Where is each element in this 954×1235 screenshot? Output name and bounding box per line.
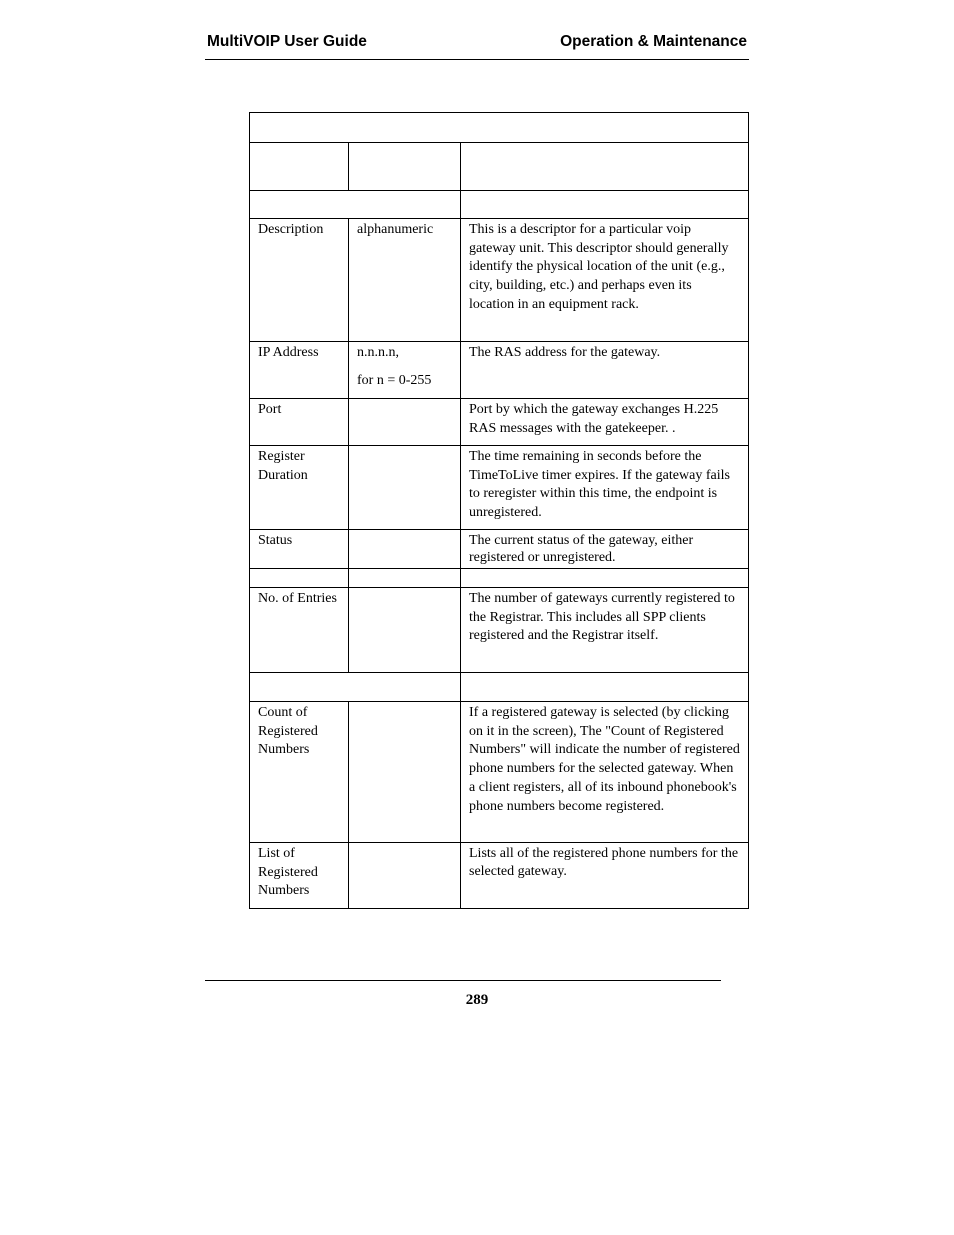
field-name: No. of Entries: [250, 588, 349, 673]
table-row: [250, 399, 749, 446]
field-values: [349, 342, 461, 399]
header-cell-description: [461, 143, 749, 191]
field-values: [349, 399, 461, 446]
section-cell-blank: [461, 673, 749, 702]
field-description: The current status of the gateway, either registered or unregistered.: [461, 530, 749, 569]
section-row: [250, 191, 749, 219]
parameter-table: [249, 112, 749, 909]
table-title-cell: [250, 113, 749, 143]
field-values: alphanumeric: [349, 219, 461, 342]
field-value-range: for n = 0-255: [357, 372, 432, 388]
field-name: Port: [250, 399, 349, 446]
table-row: [250, 588, 749, 673]
header-section-title: Operation & Maintenance: [560, 33, 747, 50]
field-description: This is a descriptor for a particular voip gateway unit. This descriptor should generally identify the physical location of the unit (e.g., city, building, etc.) and perhaps even its location in an equipment rack.: [461, 219, 749, 342]
spacer-row: [250, 569, 749, 588]
header-cell-field: [250, 143, 349, 191]
field-value-format: n.n.n.n,: [357, 345, 399, 360]
field-name: Count of Registered Numbers: [250, 702, 349, 843]
table-row: [250, 702, 749, 843]
field-description: The RAS address for the gateway.: [461, 342, 749, 399]
field-description: The time remaining in seconds before the TimeToLive timer expires. If the gateway fails to reregister within this time, the endpoint is unregistered.: [461, 446, 749, 530]
header-cell-values: [349, 143, 461, 191]
footer-rule: [205, 980, 721, 981]
field-description: The number of gateways currently registered to the Registrar. This includes all SPP clients registered and the Registrar itself.: [461, 588, 749, 673]
field-name: Register Duration: [250, 446, 349, 530]
section-cell: [250, 191, 461, 219]
section-row: [250, 673, 749, 702]
field-name: Description: [250, 219, 349, 342]
header-guide-title: MultiVOIP User Guide: [207, 33, 367, 50]
field-values: [349, 530, 461, 569]
table-header-row: [250, 143, 749, 191]
table-row: [250, 219, 749, 342]
field-values: [349, 843, 461, 909]
spacer-cell: [349, 569, 461, 588]
section-cell-blank: [461, 191, 749, 219]
table-row: [250, 530, 749, 569]
field-values: [349, 446, 461, 530]
table-row: [250, 446, 749, 530]
section-cell: [250, 673, 461, 702]
spacer-cell: [250, 569, 349, 588]
table-title-row: [250, 113, 749, 143]
field-values: [349, 702, 461, 843]
table-row: [250, 342, 749, 399]
page-number: 289: [465, 992, 489, 1008]
table-row: [250, 843, 749, 909]
field-name: IP Address: [250, 342, 349, 399]
field-description: Lists all of the registered phone numbers for the selected gateway.: [461, 843, 749, 909]
field-name: Status: [250, 530, 349, 569]
spacer-cell: [461, 569, 749, 588]
field-values: [349, 588, 461, 673]
field-description: Port by which the gateway exchanges H.225 RAS messages with the gatekeeper. .: [461, 399, 749, 446]
field-name: List of Registered Numbers: [250, 843, 349, 909]
header-rule: [205, 59, 749, 60]
field-description: If a registered gateway is selected (by clicking on it in the screen), The "Count of Registered Numbers" will indicate the number of registered phone numbers for the selected gateway. When a client registers, all of its inbound phonebook's phone numbers become registered.: [461, 702, 749, 843]
